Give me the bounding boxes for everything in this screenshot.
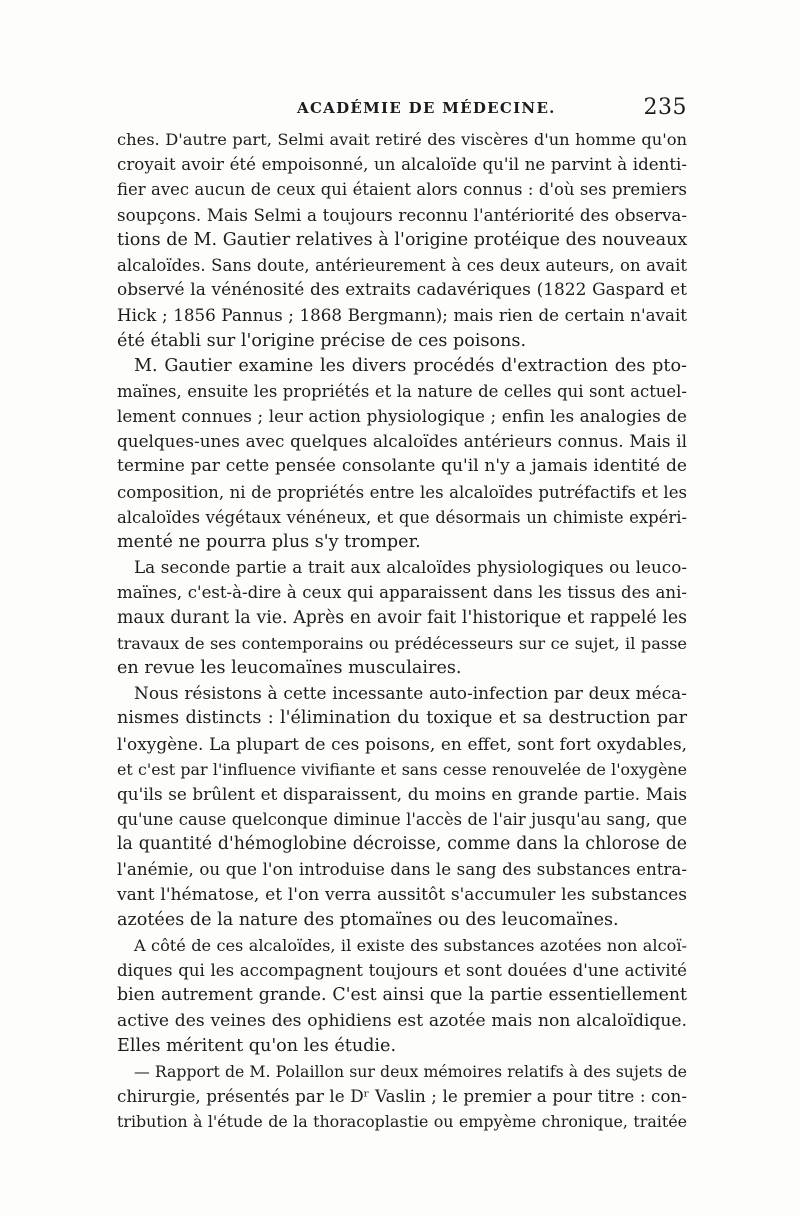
- text-line: la quantité d'hémoglobine décroisse, comme dans la chlorose de: [117, 834, 687, 855]
- text-line: qu'une cause quelconque diminue l'accès de l'air jusqu'au sang, que: [117, 810, 687, 830]
- text-line: qu'ils se brûlent et disparaissent, du moins en grande partie. Mais: [117, 783, 687, 804]
- page-number: 235: [643, 95, 687, 120]
- text-line: menté ne pourra plus s'y tromper.: [117, 532, 421, 552]
- text-line: termine par cette pensée consolante qu'il n'y a jamais identité de: [117, 456, 687, 477]
- text-line: diques qui les accompagnent toujours et sont douées d'une activité: [117, 961, 687, 981]
- text-line: composition, ni de propriétés entre les alcaloïdes putréfactifs et les: [117, 482, 687, 502]
- text-line: chirurgie, présentés par le Dʳ Vaslin ; le premier a pour titre : con-: [117, 1086, 687, 1107]
- text-line: vant l'hématose, et l'on verra aussitôt s'accumuler les substances: [117, 884, 687, 905]
- text-line: tions de M. Gautier relatives à l'origine protéique des nouveaux: [117, 229, 688, 250]
- text-line: maux durant la vie. Après en avoir fait l'historique et rappelé les: [117, 607, 687, 628]
- text-line: fier avec aucun de ceux qui étaient alors connus : d'où ses premiers: [117, 180, 687, 200]
- text-line: alcaloïdes. Sans doute, antérieurement à ces deux auteurs, on avait: [117, 255, 687, 275]
- text-line: quelques-unes avec quelques alcaloïdes antérieurs connus. Mais il: [117, 431, 687, 452]
- text-line: Hick ; 1856 Pannus ; 1868 Bergmann); mais rien de certain n'avait: [117, 305, 687, 326]
- text-line: croyait avoir été empoisonné, un alcaloïde qu'il ne parvint à identi-: [117, 155, 687, 175]
- text-line: l'anémie, ou que l'on introduise dans le sang des substances entra-: [117, 860, 687, 880]
- text-line: lement connues ; leur action physiologique ; enfin les analogies de: [117, 406, 687, 427]
- text-line: alcaloïdes végétaux vénéneux, et que désormais un chimiste expéri-: [117, 507, 687, 527]
- text-line: Nous résistons à cette incessante auto-infection par deux méca-: [134, 683, 687, 704]
- text-line: A côté de ces alcaloïdes, il existe des substances azotées non alcoï-: [134, 936, 687, 955]
- text-line: ches. D'autre part, Selmi avait retiré des viscères d'un homme qu'on: [117, 130, 687, 149]
- text-line: travaux de ses contemporains ou prédécesseurs sur ce sujet, il passe: [117, 633, 687, 653]
- text-line: maïnes, ensuite les propriétés et la nature de celles qui sont actuel-: [117, 381, 687, 401]
- text-line: tribution à l'étude de la thoracoplastie ou empyème chronique, traitée: [117, 1112, 687, 1132]
- text-line: azotées de la nature des ptomaïnes ou des leucomaïnes.: [117, 909, 619, 930]
- body-text: [117, 127, 687, 1135]
- text-line: observé la vénénosité des extraits cadavériques (1822 Gaspard et: [117, 280, 687, 301]
- text-line: — Rapport de M. Polaillon sur deux mémoires relatifs à des sujets de: [134, 1061, 687, 1081]
- text-line: bien autrement grande. C'est ainsi que la partie essentiellement: [117, 985, 687, 1006]
- text-line: maïnes, c'est-à-dire à ceux qui apparaissent dans les tissus des ani-: [117, 583, 687, 603]
- text-line: nismes distincts : l'élimination du toxique et sa destruction par: [117, 708, 687, 729]
- text-line: en revue les leucomaïnes musculaires.: [117, 657, 462, 678]
- text-line: soupçons. Mais Selmi a toujours reconnu l'antériorité des observa-: [117, 204, 687, 225]
- text-line: La seconde partie a trait aux alcaloïdes physiologiques ou leuco-: [134, 557, 687, 578]
- text-line: l'oxygène. La plupart de ces poisons, en effet, sont fort oxydables,: [117, 733, 687, 754]
- text-line: active des veines des ophidiens est azotée mais non alcaloïdique.: [117, 1010, 687, 1031]
- text-line: M. Gautier examine les divers procédés d'extraction des pto-: [134, 355, 687, 376]
- text-line: été établi sur l'origine précise de ces poisons.: [117, 330, 527, 351]
- text-line: et c'est par l'influence vivifiante et sans cesse renouvelée de l'oxygène: [117, 759, 687, 779]
- text-line: Elles méritent qu'on les étudie.: [117, 1035, 397, 1056]
- running-title: ACADÉMIE DE MÉDECINE.: [297, 99, 556, 117]
- running-head: [117, 95, 687, 125]
